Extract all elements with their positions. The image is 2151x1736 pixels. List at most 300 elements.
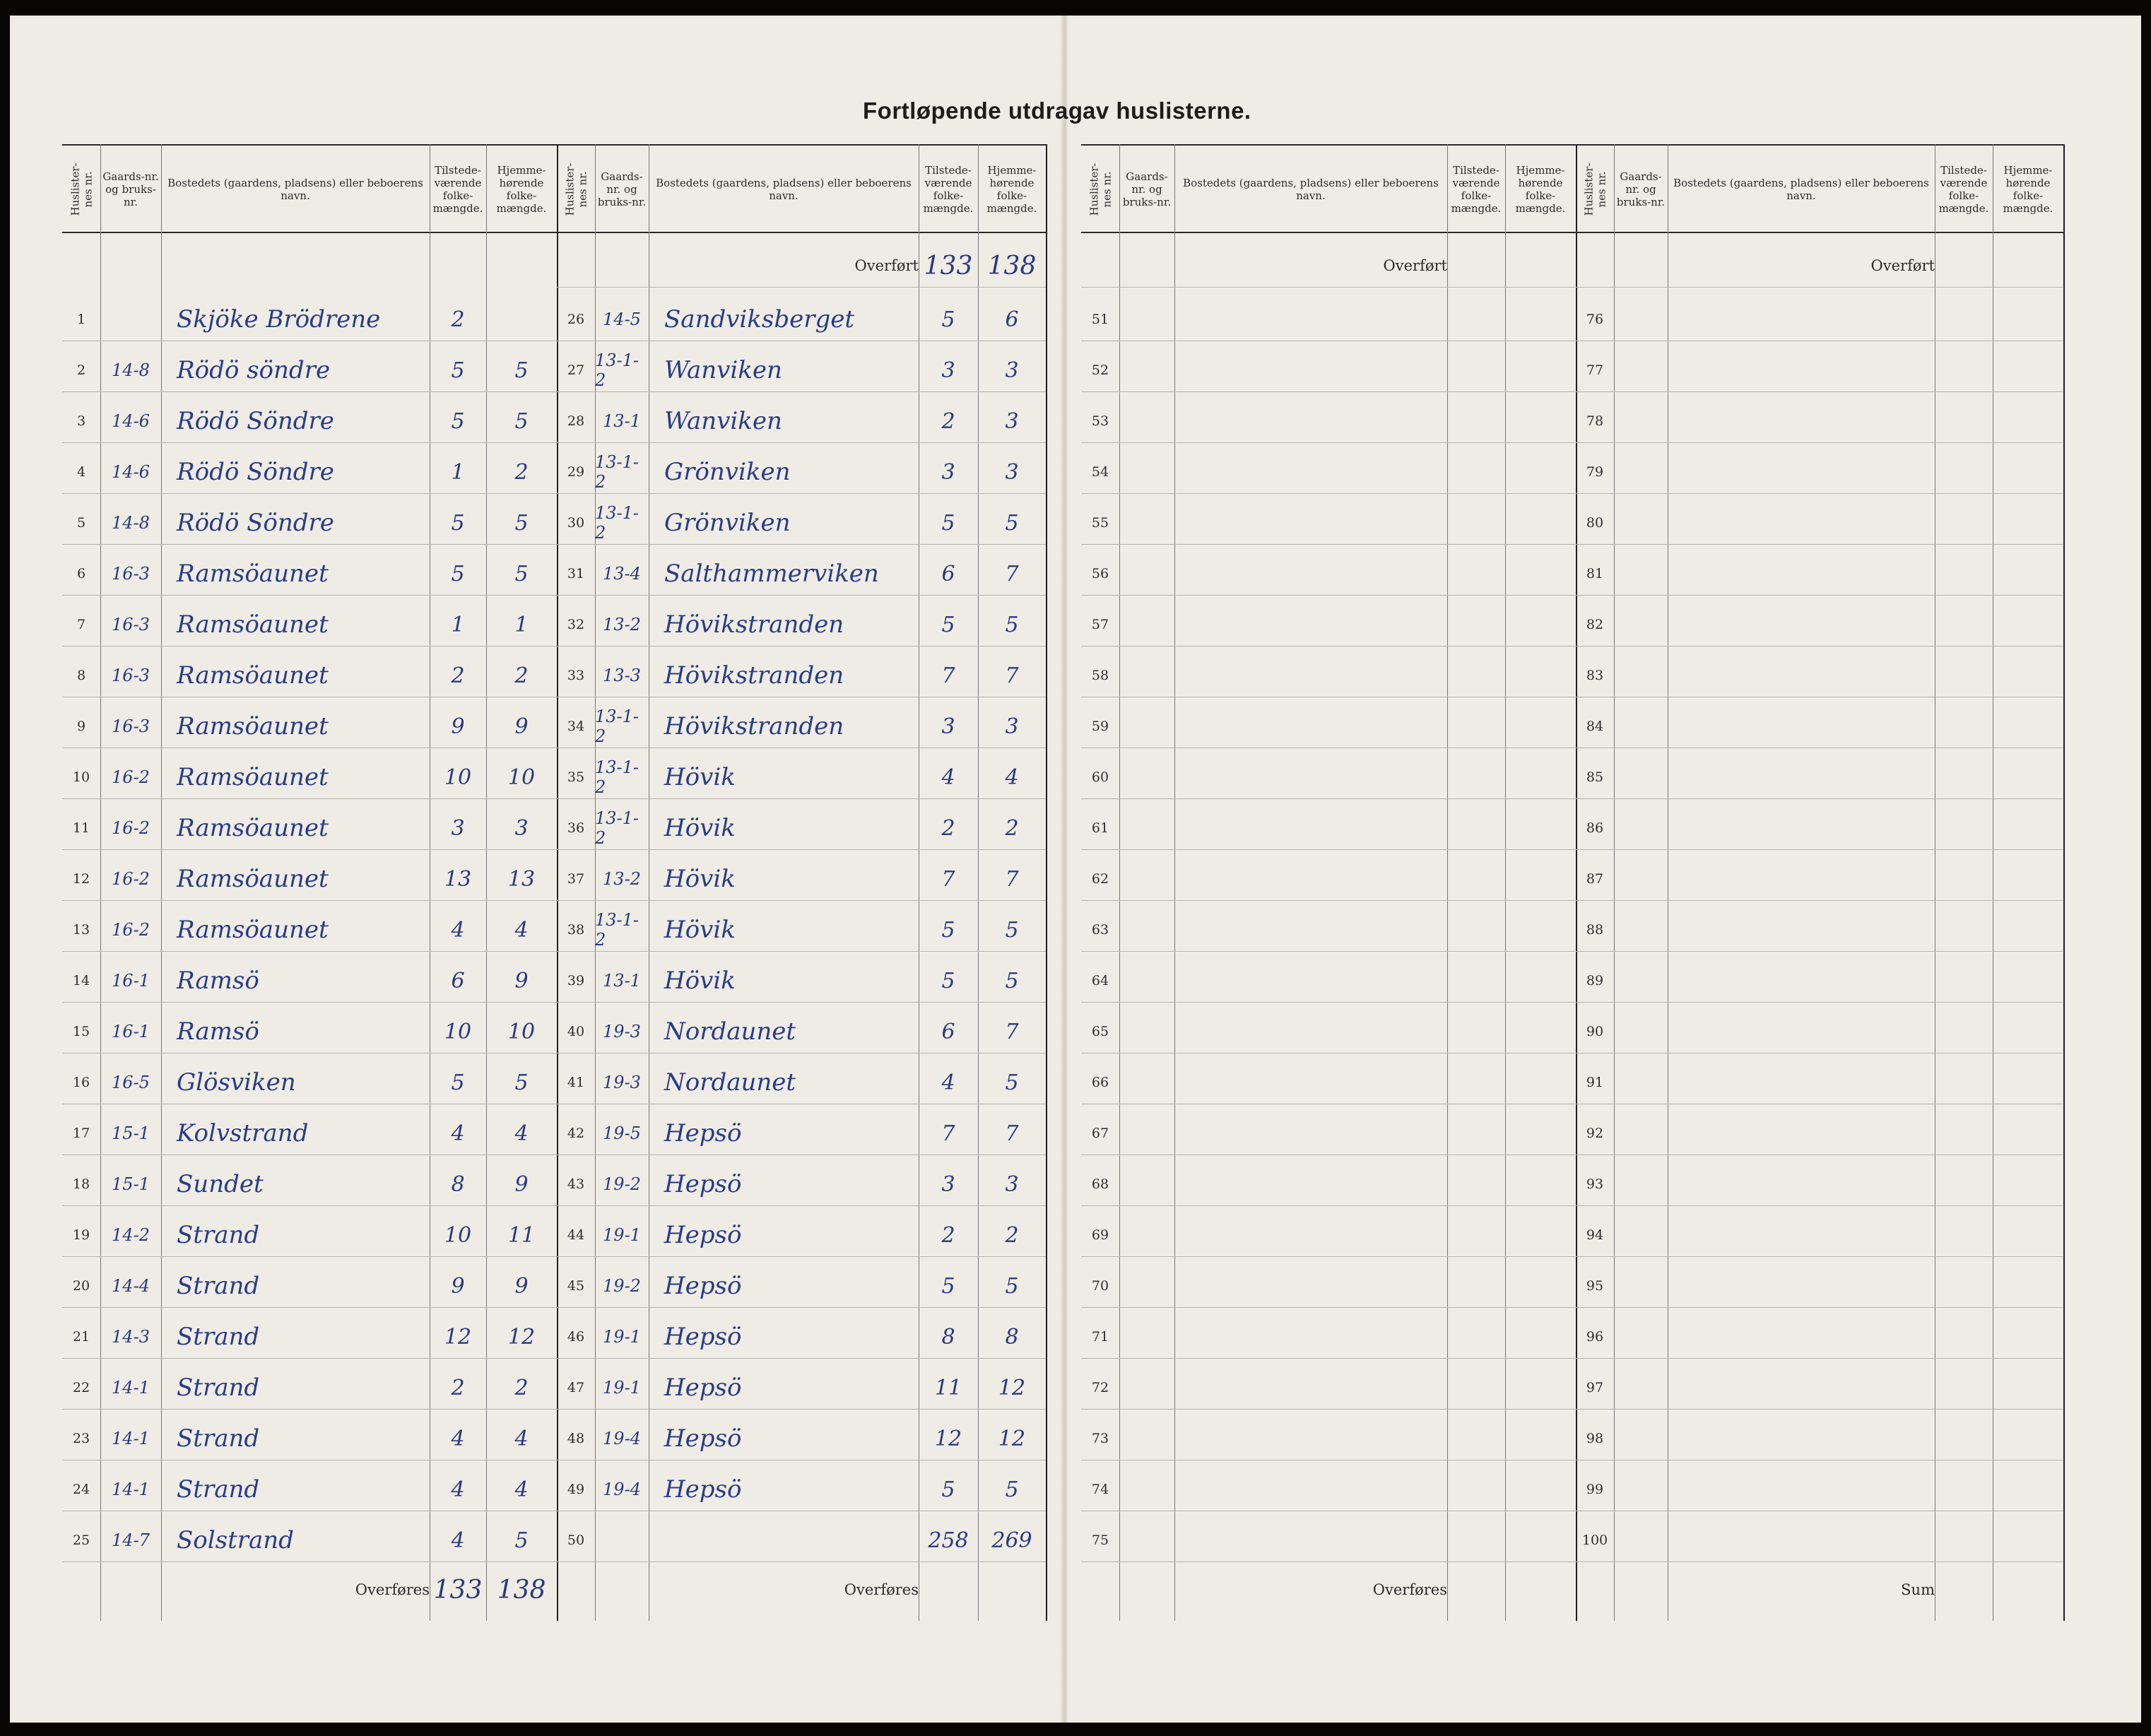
row-number: 60 — [1091, 769, 1109, 785]
hjemme-count — [1993, 1108, 2063, 1159]
carried-out-row — [1576, 1564, 2063, 1615]
bosted-name: Salthammerviken — [664, 560, 879, 588]
tilstede-count: 4 — [451, 1528, 465, 1553]
bosted-name — [1668, 1362, 1935, 1413]
bosted-name: Nordaunet — [664, 1017, 796, 1046]
bosted-name — [1668, 447, 1935, 497]
table-row — [557, 1006, 1046, 1057]
row-rule — [62, 951, 557, 952]
hjemme-count — [486, 294, 557, 345]
row-number: 81 — [1586, 566, 1604, 581]
hjemme-count — [1505, 294, 1576, 345]
bosted-name — [1174, 752, 1447, 803]
row-number: 80 — [1586, 515, 1604, 531]
bosted-name: Ramsöaunet — [177, 916, 329, 944]
bosted-name — [1668, 803, 1935, 854]
bosted-name — [1668, 1159, 1935, 1210]
table-row — [1576, 955, 2063, 1006]
bosted-name — [1668, 904, 1935, 955]
bosted-name: Wanviken — [664, 356, 782, 384]
table-row — [1081, 752, 1576, 803]
hjemme-count: 11 — [507, 1222, 536, 1248]
table-row — [1576, 345, 2063, 396]
table-row — [557, 294, 1046, 345]
table-top-rule — [1081, 144, 1576, 146]
bosted-name: Nordaunet — [664, 1068, 796, 1097]
row-rule — [557, 798, 1046, 799]
row-rule — [557, 951, 1046, 952]
table-row — [62, 1108, 557, 1159]
gaards-nr — [1614, 1464, 1668, 1515]
table-row — [1081, 1057, 1576, 1108]
table-row — [62, 497, 557, 548]
hjemme-count — [1505, 1210, 1576, 1260]
bosted-name — [1668, 701, 1935, 752]
bosted-name: Strand — [177, 1272, 260, 1300]
hjemme-count — [1505, 1108, 1576, 1159]
row-number: 41 — [567, 1075, 585, 1090]
hjemme-count: 5 — [514, 561, 529, 586]
row-number: 59 — [1091, 719, 1109, 734]
tilstede-count: 5 — [451, 561, 465, 586]
row-number: 61 — [1091, 820, 1109, 836]
carried-out-tilstede — [1935, 1564, 1993, 1615]
table-row — [557, 599, 1046, 650]
row-number: 1 — [76, 312, 86, 327]
row-rule — [557, 544, 1046, 545]
gaards-nr: 14-3 — [112, 1327, 150, 1347]
tilstede-count: 2 — [451, 307, 465, 332]
gaards-nr — [1614, 548, 1668, 599]
gaards-nr — [1119, 345, 1174, 396]
gaards-nr: 19-1 — [603, 1225, 641, 1245]
row-number: 12 — [72, 871, 90, 887]
tilstede-count: 3 — [941, 358, 955, 383]
carried-out-hjemme — [978, 1564, 1046, 1615]
gaards-nr: 16-3 — [112, 716, 150, 736]
row-number: 56 — [1091, 566, 1109, 581]
document-title-left: Fortløpende utdrag — [863, 98, 1083, 124]
gaards-nr — [1614, 345, 1668, 396]
hjemme-count — [1505, 396, 1576, 447]
row-number: 86 — [1586, 820, 1604, 836]
bosted-name — [1668, 345, 1935, 396]
table-row — [1576, 752, 2063, 803]
row-rule — [1576, 493, 2063, 494]
gaards-nr — [1614, 650, 1668, 701]
tilstede-count — [1447, 1362, 1505, 1413]
tilstede-count: 1 — [451, 612, 465, 637]
gaards-nr — [1614, 294, 1668, 345]
row-rule — [557, 493, 1046, 494]
row-rule — [1081, 900, 1576, 901]
header-tilstede — [430, 150, 486, 229]
table-row — [62, 955, 557, 1006]
gaards-nr: 13-3 — [603, 666, 641, 685]
bosted-name: Kolvstrand — [177, 1119, 309, 1147]
gaards-nr: 19-4 — [603, 1429, 641, 1448]
gaards-nr: 16-2 — [112, 920, 150, 940]
hjemme-count: 13 — [507, 866, 536, 892]
hjemme-count: 269 — [991, 1528, 1032, 1553]
bosted-name: Ramsöaunet — [177, 763, 329, 791]
gaards-nr — [1119, 1260, 1174, 1311]
bosted-name: Ramsöaunet — [177, 560, 329, 588]
carried-out-row — [1081, 1564, 1576, 1615]
table-row — [557, 752, 1046, 803]
hjemme-count: 6 — [1005, 307, 1019, 332]
tilstede-count — [1935, 1362, 1993, 1413]
row-number: 29 — [567, 464, 585, 480]
hjemme-count: 9 — [514, 714, 529, 739]
bosted-name: Hepsö — [664, 1221, 742, 1249]
row-rule — [1081, 544, 1576, 545]
bosted-name: Glösviken — [177, 1068, 296, 1097]
gaards-nr — [1614, 1515, 1668, 1566]
hjemme-count: 5 — [1005, 1070, 1019, 1095]
hjemme-count: 5 — [1005, 1477, 1019, 1502]
header-huslister-nr-label: Huslister-nes nr. — [1582, 163, 1608, 216]
hjemme-count: 7 — [1005, 1121, 1019, 1146]
header-bosted-navn — [1174, 150, 1447, 229]
gaards-nr — [1614, 1413, 1668, 1464]
tilstede-count: 9 — [451, 1273, 465, 1299]
row-number: 55 — [1091, 515, 1109, 531]
bosted-name — [1174, 396, 1447, 447]
bosted-name — [1668, 599, 1935, 650]
hjemme-count: 12 — [507, 1324, 536, 1350]
row-rule — [1576, 798, 2063, 799]
table-row — [62, 1311, 557, 1362]
hjemme-count: 3 — [1005, 1171, 1019, 1197]
tilstede-count: 6 — [941, 561, 955, 586]
tilstede-count — [1447, 396, 1505, 447]
table-row — [62, 1413, 557, 1464]
gaards-nr — [1119, 294, 1174, 345]
table-header-rule — [1081, 232, 1576, 233]
table-row — [1081, 497, 1576, 548]
hjemme-count — [1993, 752, 2063, 803]
table-row — [1576, 294, 2063, 345]
row-number: 85 — [1586, 769, 1604, 785]
table-row — [1081, 1159, 1576, 1210]
row-rule — [1576, 951, 2063, 952]
gaards-nr: 13-1 — [603, 411, 641, 431]
table-row — [557, 1108, 1046, 1159]
hjemme-count — [1505, 548, 1576, 599]
row-rule — [62, 849, 557, 850]
table-row — [557, 904, 1046, 955]
row-rule — [557, 287, 1046, 288]
gaards-nr — [1119, 955, 1174, 1006]
gaards-nr — [1614, 904, 1668, 955]
gaards-nr — [1614, 497, 1668, 548]
carried-out-tilstede — [919, 1564, 978, 1615]
row-number: 58 — [1091, 668, 1109, 683]
tilstede-count — [1935, 701, 1993, 752]
gaards-nr: 16-3 — [112, 666, 150, 685]
bosted-name — [1174, 1210, 1447, 1260]
table-row — [62, 1464, 557, 1515]
row-number: 46 — [567, 1329, 585, 1345]
row-number: 88 — [1586, 922, 1604, 938]
table-row — [1576, 1413, 2063, 1464]
table-row — [1576, 1311, 2063, 1362]
row-rule — [1081, 493, 1576, 494]
bosted-name — [1174, 294, 1447, 345]
bosted-name — [1174, 1515, 1447, 1566]
row-number: 63 — [1091, 922, 1109, 938]
row-number: 65 — [1091, 1024, 1109, 1039]
gaards-nr: 14-8 — [112, 360, 150, 380]
tilstede-count — [1935, 854, 1993, 904]
tilstede-count: 8 — [941, 1324, 955, 1350]
row-number: 52 — [1091, 362, 1109, 378]
row-rule — [62, 1561, 557, 1562]
row-number: 87 — [1586, 871, 1604, 887]
tilstede-count: 5 — [451, 408, 465, 434]
gaards-nr — [1119, 1464, 1174, 1515]
row-number: 28 — [567, 413, 585, 429]
tilstede-count: 3 — [941, 1171, 955, 1197]
row-rule — [557, 849, 1046, 850]
table-row — [62, 854, 557, 904]
gaards-nr — [1614, 752, 1668, 803]
hjemme-count — [1993, 701, 2063, 752]
tilstede-count — [1447, 1260, 1505, 1311]
tilstede-count: 6 — [941, 1019, 955, 1044]
header-hjemme — [1993, 150, 2063, 229]
bosted-name — [1174, 650, 1447, 701]
hjemme-count: 5 — [1005, 917, 1019, 943]
bosted-name — [1174, 497, 1447, 548]
row-rule — [1081, 951, 1576, 952]
tilstede-count: 12 — [934, 1426, 962, 1451]
tilstede-count — [1447, 803, 1505, 854]
gaards-nr — [1614, 701, 1668, 752]
row-number: 30 — [567, 515, 585, 531]
tilstede-count — [1447, 599, 1505, 650]
hjemme-count: 3 — [1005, 358, 1019, 383]
bosted-name: Strand — [177, 1475, 260, 1504]
table-row — [62, 803, 557, 854]
bosted-name — [1174, 1108, 1447, 1159]
gaards-nr: 13-1-2 — [595, 757, 640, 797]
table-row — [1081, 1311, 1576, 1362]
table-row — [557, 548, 1046, 599]
register-section-1 — [62, 144, 557, 1621]
row-number: 4 — [76, 464, 86, 480]
table-row — [557, 396, 1046, 447]
row-rule — [557, 442, 1046, 443]
hjemme-count — [1505, 1413, 1576, 1464]
hjemme-count: 5 — [514, 1070, 529, 1095]
table-row — [557, 1057, 1046, 1108]
table-row — [1081, 1464, 1576, 1515]
tilstede-count — [1935, 1413, 1993, 1464]
hjemme-count: 9 — [514, 968, 529, 993]
row-number: 26 — [567, 312, 585, 327]
hjemme-count: 10 — [507, 764, 536, 790]
header-tilstede-label: Tilstede-værende folke-mængde. — [923, 164, 974, 215]
header-bosted-navn-label: Bostedets (gaardens, pladsens) eller beboerens navn. — [1673, 177, 1929, 202]
table-row — [62, 1006, 557, 1057]
tilstede-count — [1447, 752, 1505, 803]
table-row — [62, 1515, 557, 1566]
table-row — [62, 345, 557, 396]
tilstede-count — [1935, 752, 1993, 803]
row-number: 13 — [72, 922, 90, 938]
tilstede-count — [1447, 497, 1505, 548]
hjemme-count — [1993, 497, 2063, 548]
bosted-name — [1668, 1413, 1935, 1464]
table-row — [1576, 1057, 2063, 1108]
row-number: 20 — [72, 1278, 90, 1294]
row-number: 38 — [567, 922, 585, 938]
gaards-nr — [1614, 1210, 1668, 1260]
table-row — [1576, 803, 2063, 854]
gaards-nr: 19-5 — [603, 1123, 641, 1143]
row-rule — [1576, 1561, 2063, 1562]
row-number: 36 — [567, 820, 585, 836]
row-number: 37 — [567, 871, 585, 887]
row-number: 3 — [76, 413, 86, 429]
page-fold — [1060, 16, 1068, 1723]
gaards-nr: 19-2 — [603, 1276, 641, 1296]
hjemme-count: 4 — [1005, 764, 1019, 790]
tilstede-count — [1935, 1108, 1993, 1159]
tilstede-count — [1935, 650, 1993, 701]
row-number: 69 — [1091, 1227, 1109, 1243]
tilstede-count — [1935, 1057, 1993, 1108]
tilstede-count: 3 — [941, 459, 955, 485]
gaards-nr: 13-1-2 — [595, 910, 640, 950]
hjemme-count: 5 — [514, 358, 529, 383]
bosted-name: Ramsöaunet — [177, 865, 329, 893]
tilstede-count — [1447, 1006, 1505, 1057]
bosted-name: Hövik — [664, 865, 736, 893]
header-gaards-nr — [1119, 150, 1174, 229]
table-row — [1576, 1362, 2063, 1413]
row-rule — [557, 595, 1046, 596]
row-number: 51 — [1091, 312, 1109, 327]
row-rule — [557, 1561, 1046, 1562]
gaards-nr — [1119, 904, 1174, 955]
tilstede-count: 5 — [941, 612, 955, 637]
row-number: 73 — [1091, 1431, 1109, 1446]
hjemme-count — [1993, 1413, 2063, 1464]
bosted-name: Rödö söndre — [177, 356, 331, 384]
row-rule — [62, 442, 557, 443]
row-number: 66 — [1091, 1075, 1109, 1090]
tilstede-count: 3 — [941, 714, 955, 739]
hjemme-count: 4 — [514, 1477, 529, 1502]
tilstede-count — [1447, 854, 1505, 904]
row-number: 99 — [1586, 1482, 1604, 1497]
row-number: 32 — [567, 617, 585, 632]
gaards-nr: 19-2 — [603, 1174, 641, 1194]
row-rule — [1576, 900, 2063, 901]
gaards-nr: 16-2 — [112, 767, 150, 787]
gaards-nr — [1119, 1108, 1174, 1159]
row-rule — [62, 544, 557, 545]
gaards-nr: 14-7 — [112, 1530, 150, 1550]
bosted-name — [1174, 701, 1447, 752]
gaards-nr — [1119, 396, 1174, 447]
hjemme-count — [1505, 599, 1576, 650]
row-number: 100 — [1581, 1533, 1608, 1548]
row-rule — [1081, 1205, 1576, 1206]
register-section-2 — [557, 144, 1046, 1621]
gaards-nr: 19-1 — [603, 1378, 641, 1398]
row-rule — [62, 1256, 557, 1257]
bosted-name — [1174, 1362, 1447, 1413]
table-row — [62, 752, 557, 803]
hjemme-count: 7 — [1005, 663, 1019, 688]
bosted-name: Ramsöaunet — [177, 814, 329, 842]
hjemme-count — [1505, 803, 1576, 854]
tilstede-count — [1447, 1413, 1505, 1464]
gaards-nr: 13-1-2 — [595, 503, 640, 543]
row-number: 90 — [1586, 1024, 1604, 1039]
carried-in-hjemme — [1505, 240, 1576, 291]
row-rule — [1081, 1002, 1576, 1003]
gaards-nr — [1614, 854, 1668, 904]
header-tilstede-label: Tilstede-værende folke-mængde. — [432, 164, 483, 215]
register-section-4 — [1576, 144, 2063, 1621]
gaards-nr — [1614, 447, 1668, 497]
register-section-3 — [1081, 144, 1576, 1621]
sum-label: Sum — [1901, 1581, 1935, 1598]
row-rule — [1081, 1561, 1576, 1562]
row-number: 98 — [1586, 1431, 1604, 1446]
bosted-name — [1174, 599, 1447, 650]
bosted-name: Wanviken — [664, 407, 782, 435]
row-rule — [1576, 544, 2063, 545]
overfores-label: Overføres — [1372, 1581, 1447, 1598]
hjemme-count — [1505, 701, 1576, 752]
row-rule — [62, 595, 557, 596]
bosted-name: Ramsöaunet — [177, 712, 329, 740]
hjemme-count: 1 — [514, 612, 529, 637]
bosted-name — [1668, 752, 1935, 803]
bosted-name — [1668, 1260, 1935, 1311]
section-divider — [2063, 144, 2065, 1621]
table-row — [1576, 904, 2063, 955]
tilstede-count — [1935, 1464, 1993, 1515]
tilstede-count: 4 — [941, 1070, 955, 1095]
table-top-rule — [557, 144, 1046, 146]
row-rule — [1081, 1256, 1576, 1257]
table-row — [1081, 396, 1576, 447]
gaards-nr: 16-5 — [112, 1073, 150, 1092]
table-row — [557, 1311, 1046, 1362]
row-number: 33 — [567, 668, 585, 683]
bosted-name: Hepsö — [664, 1475, 742, 1504]
table-row — [1081, 1515, 1576, 1566]
bosted-name: Grönviken — [664, 458, 791, 486]
gaards-nr — [1614, 1260, 1668, 1311]
hjemme-count — [1993, 294, 2063, 345]
bosted-name: Hepsö — [664, 1424, 742, 1453]
carried-out-tilstede — [1447, 1564, 1505, 1615]
carried-out-hjemme — [1993, 1564, 2063, 1615]
bosted-name: Hövik — [664, 814, 736, 842]
tilstede-count: 10 — [444, 764, 472, 790]
row-number: 84 — [1586, 719, 1604, 734]
gaards-nr — [1614, 955, 1668, 1006]
tilstede-count — [1935, 955, 1993, 1006]
